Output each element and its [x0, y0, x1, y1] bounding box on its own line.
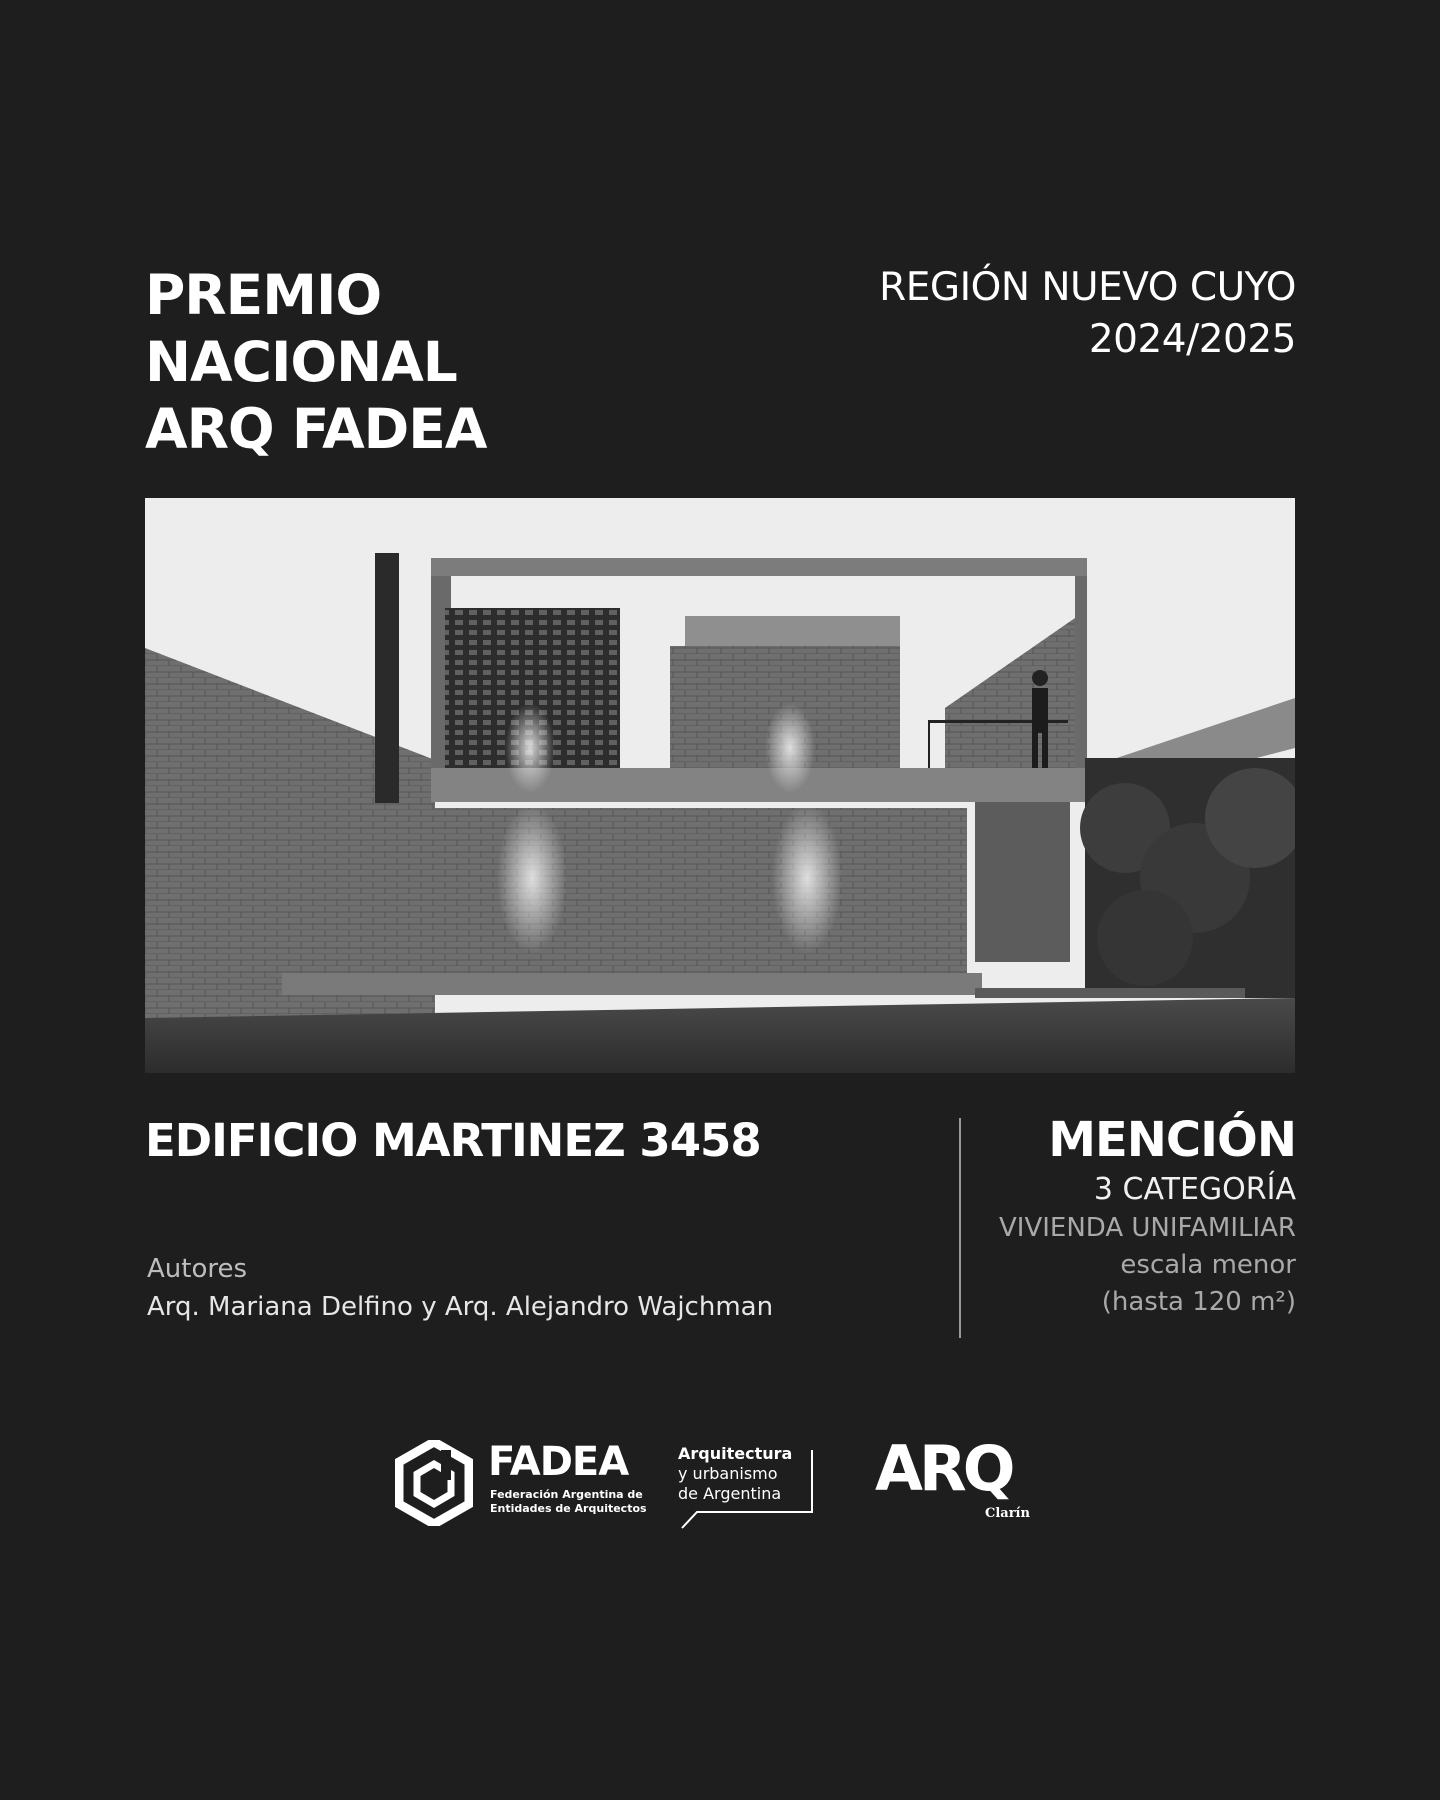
fadea-subtitle — [490, 1488, 647, 1516]
vertical-divider — [959, 1118, 961, 1338]
award-type: VIVIENDA UNIFAMILIAR — [998, 1213, 1296, 1243]
fadea-subtitle-line2: Entidades de Arquitectos — [490, 1502, 647, 1515]
fadea-logo-icon — [395, 1440, 473, 1526]
fadea-subtitle-line1: Federación Argentina de — [490, 1488, 643, 1501]
building-photo — [145, 498, 1295, 1073]
period: 2024/2025 — [1088, 317, 1296, 362]
au-line1: Arquitectura — [678, 1444, 793, 1463]
region-block — [879, 262, 1296, 366]
arquitectura-urbanismo-logo — [678, 1444, 792, 1504]
authors-names: Arq. Mariana Delfino y Arq. Alejandro Wajchman — [147, 1292, 774, 1322]
title-line-3: ARQ FADEA — [145, 397, 487, 461]
title-line-1: PREMIO — [145, 263, 382, 327]
award-title — [145, 262, 486, 463]
authors-block — [147, 1250, 773, 1326]
fadea-wordmark: FADEA — [488, 1439, 629, 1485]
au-line3: de Argentina — [678, 1484, 782, 1503]
award-scale: escala menor — [1120, 1250, 1296, 1280]
building-illustration — [145, 498, 1295, 1073]
title-line-2: NACIONAL — [145, 330, 457, 394]
au-line2: y urbanismo — [678, 1464, 778, 1483]
project-name: EDIFICIO MARTINEZ 3458 — [145, 1114, 761, 1167]
authors-label: Autores — [147, 1254, 248, 1284]
region-name: REGIÓN NUEVO CUYO — [879, 265, 1296, 310]
clarin-logo: Clarín — [985, 1506, 1030, 1521]
award-category: 3 CATEGORÍA — [1093, 1172, 1296, 1207]
award-limit: (hasta 120 m²) — [1101, 1287, 1296, 1317]
award-block — [999, 1110, 1296, 1321]
award-level: MENCIÓN — [1048, 1112, 1296, 1168]
arq-logo: ARQ — [875, 1432, 1012, 1505]
sponsor-logos — [395, 1432, 1055, 1546]
